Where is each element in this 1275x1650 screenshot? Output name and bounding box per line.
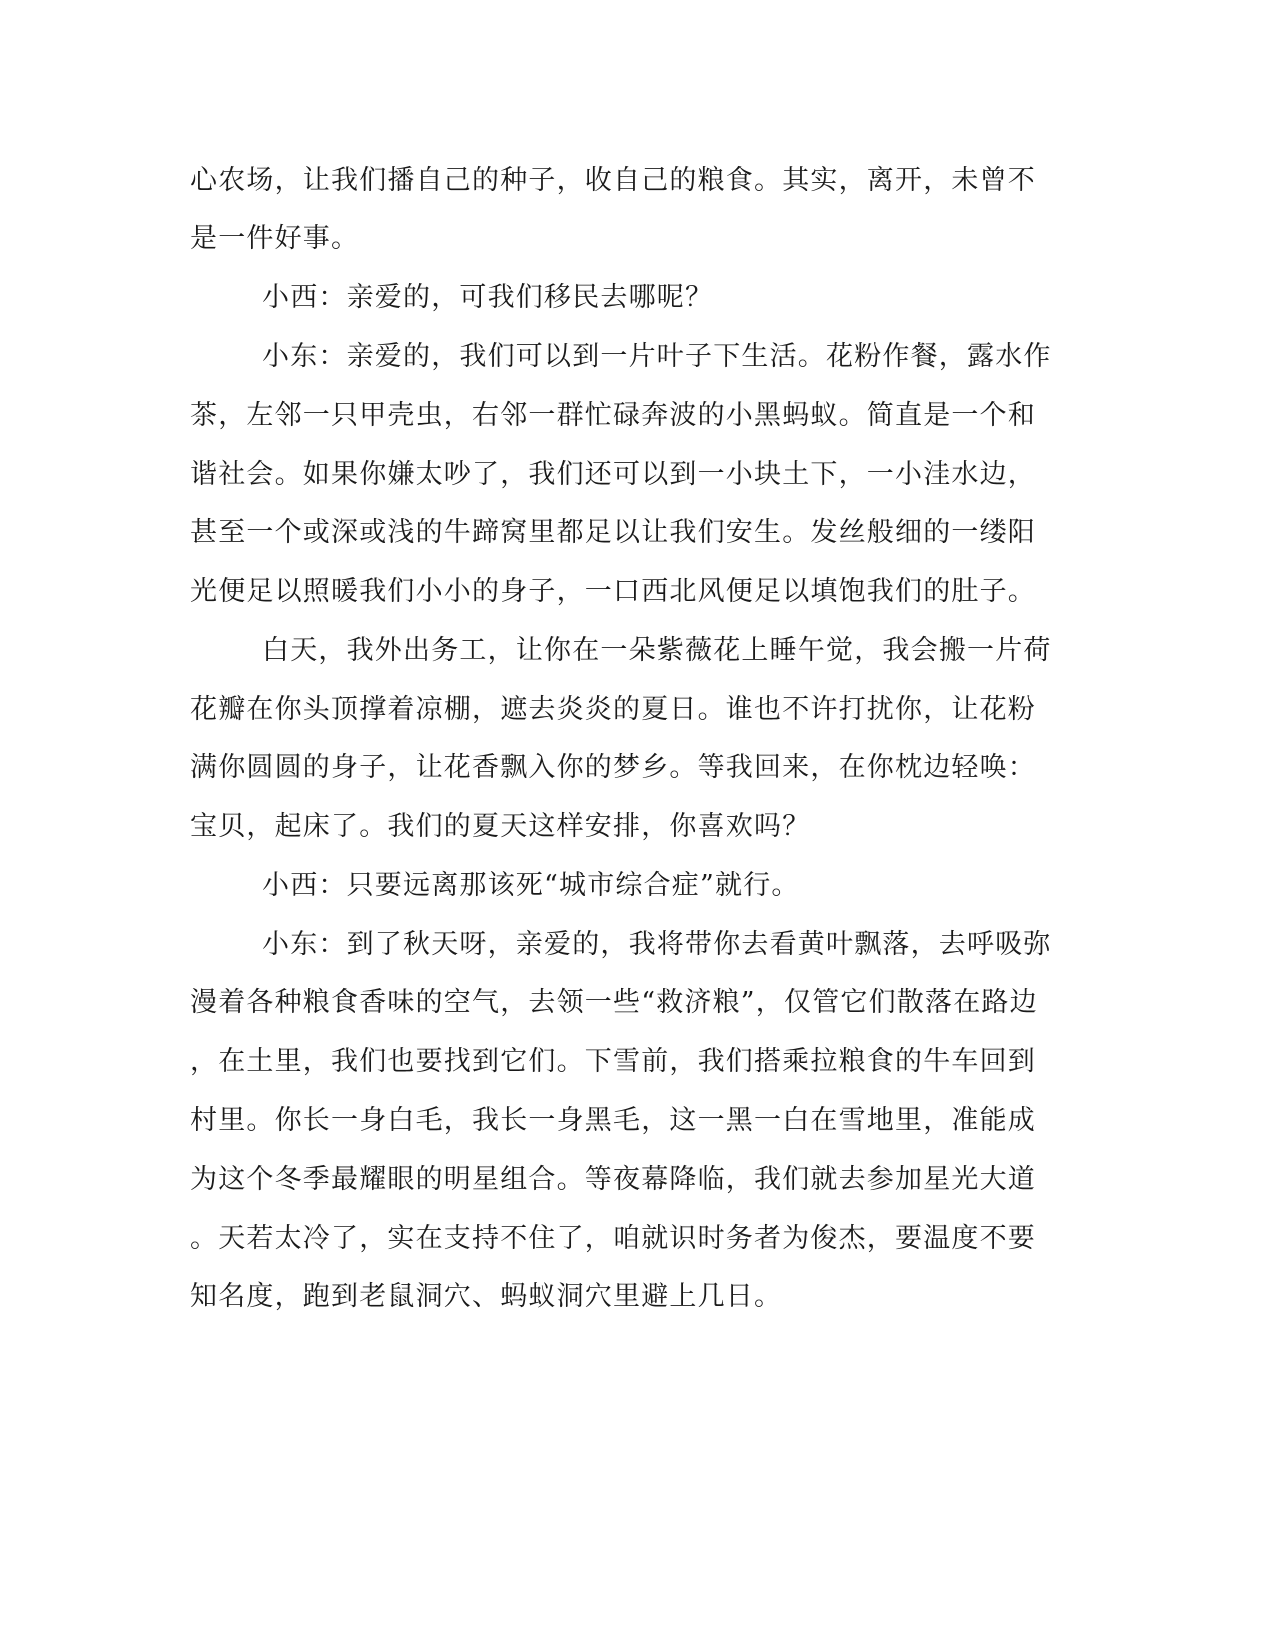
text-line: 村里。你长一身白毛，我长一身黑毛，这一黑一白在雪地里，准能成	[190, 1105, 1036, 1136]
text-line: 小西：亲爱的，可我们移民去哪呢？	[262, 282, 714, 313]
text-line: 是一件好事。	[190, 223, 360, 254]
text-line: 谐社会。如果你嫌太吵了，我们还可以到一小块土下，一小洼水边，	[190, 459, 1036, 490]
text-line: 宝贝，起床了。我们的夏天这样安排，你喜欢吗？	[190, 811, 811, 842]
text-line: 小西：只要远离那该死“城市综合症”就行。	[262, 870, 800, 901]
text-line: 小东：亲爱的，我们可以到一片叶子下生活。花粉作餐，露水作	[262, 341, 1052, 372]
text-line: 小东：到了秋天呀，亲爱的，我将带你去看黄叶飘落，去呼吸弥	[262, 929, 1052, 960]
text-line: ，在土里，我们也要找到它们。下雪前，我们搭乘拉粮食的牛车回到	[190, 1046, 1036, 1077]
text-line: 为这个冬季最耀眼的明星组合。等夜幕降临，我们就去参加星光大道	[190, 1164, 1036, 1195]
text-line: 茶，左邻一只甲壳虫，右邻一群忙碌奔波的小黑蚂蚁。简直是一个和	[190, 400, 1036, 431]
text-line: 心农场，让我们播自己的种子，收自己的粮食。其实，离开，未曾不	[190, 165, 1036, 196]
text-line: 知名度，跑到老鼠洞穴、蚂蚁洞穴里避上几日。	[190, 1281, 783, 1312]
text-line: 光便足以照暖我们小小的身子，一口西北风便足以填饱我们的肚子。	[190, 576, 1036, 607]
text-line: 甚至一个或深或浅的牛蹄窝里都足以让我们安生。发丝般细的一缕阳	[190, 517, 1036, 548]
text-line: 白天，我外出务工，让你在一朵紫薇花上睡午觉，我会搬一片荷	[262, 635, 1052, 666]
text-line: 漫着各种粮食香味的空气，去领一些“救济粮”，仅管它们散落在路边	[190, 987, 1038, 1018]
text-line: 花瓣在你头顶撑着凉棚，遮去炎炎的夏日。谁也不许打扰你，让花粉	[190, 694, 1036, 725]
text-line: 满你圆圆的身子，让花香飘入你的梦乡。等我回来，在你枕边轻唤：	[190, 752, 1036, 783]
text-line: 。天若太冷了，实在支持不住了，咱就识时务者为俊杰，要温度不要	[190, 1223, 1036, 1254]
